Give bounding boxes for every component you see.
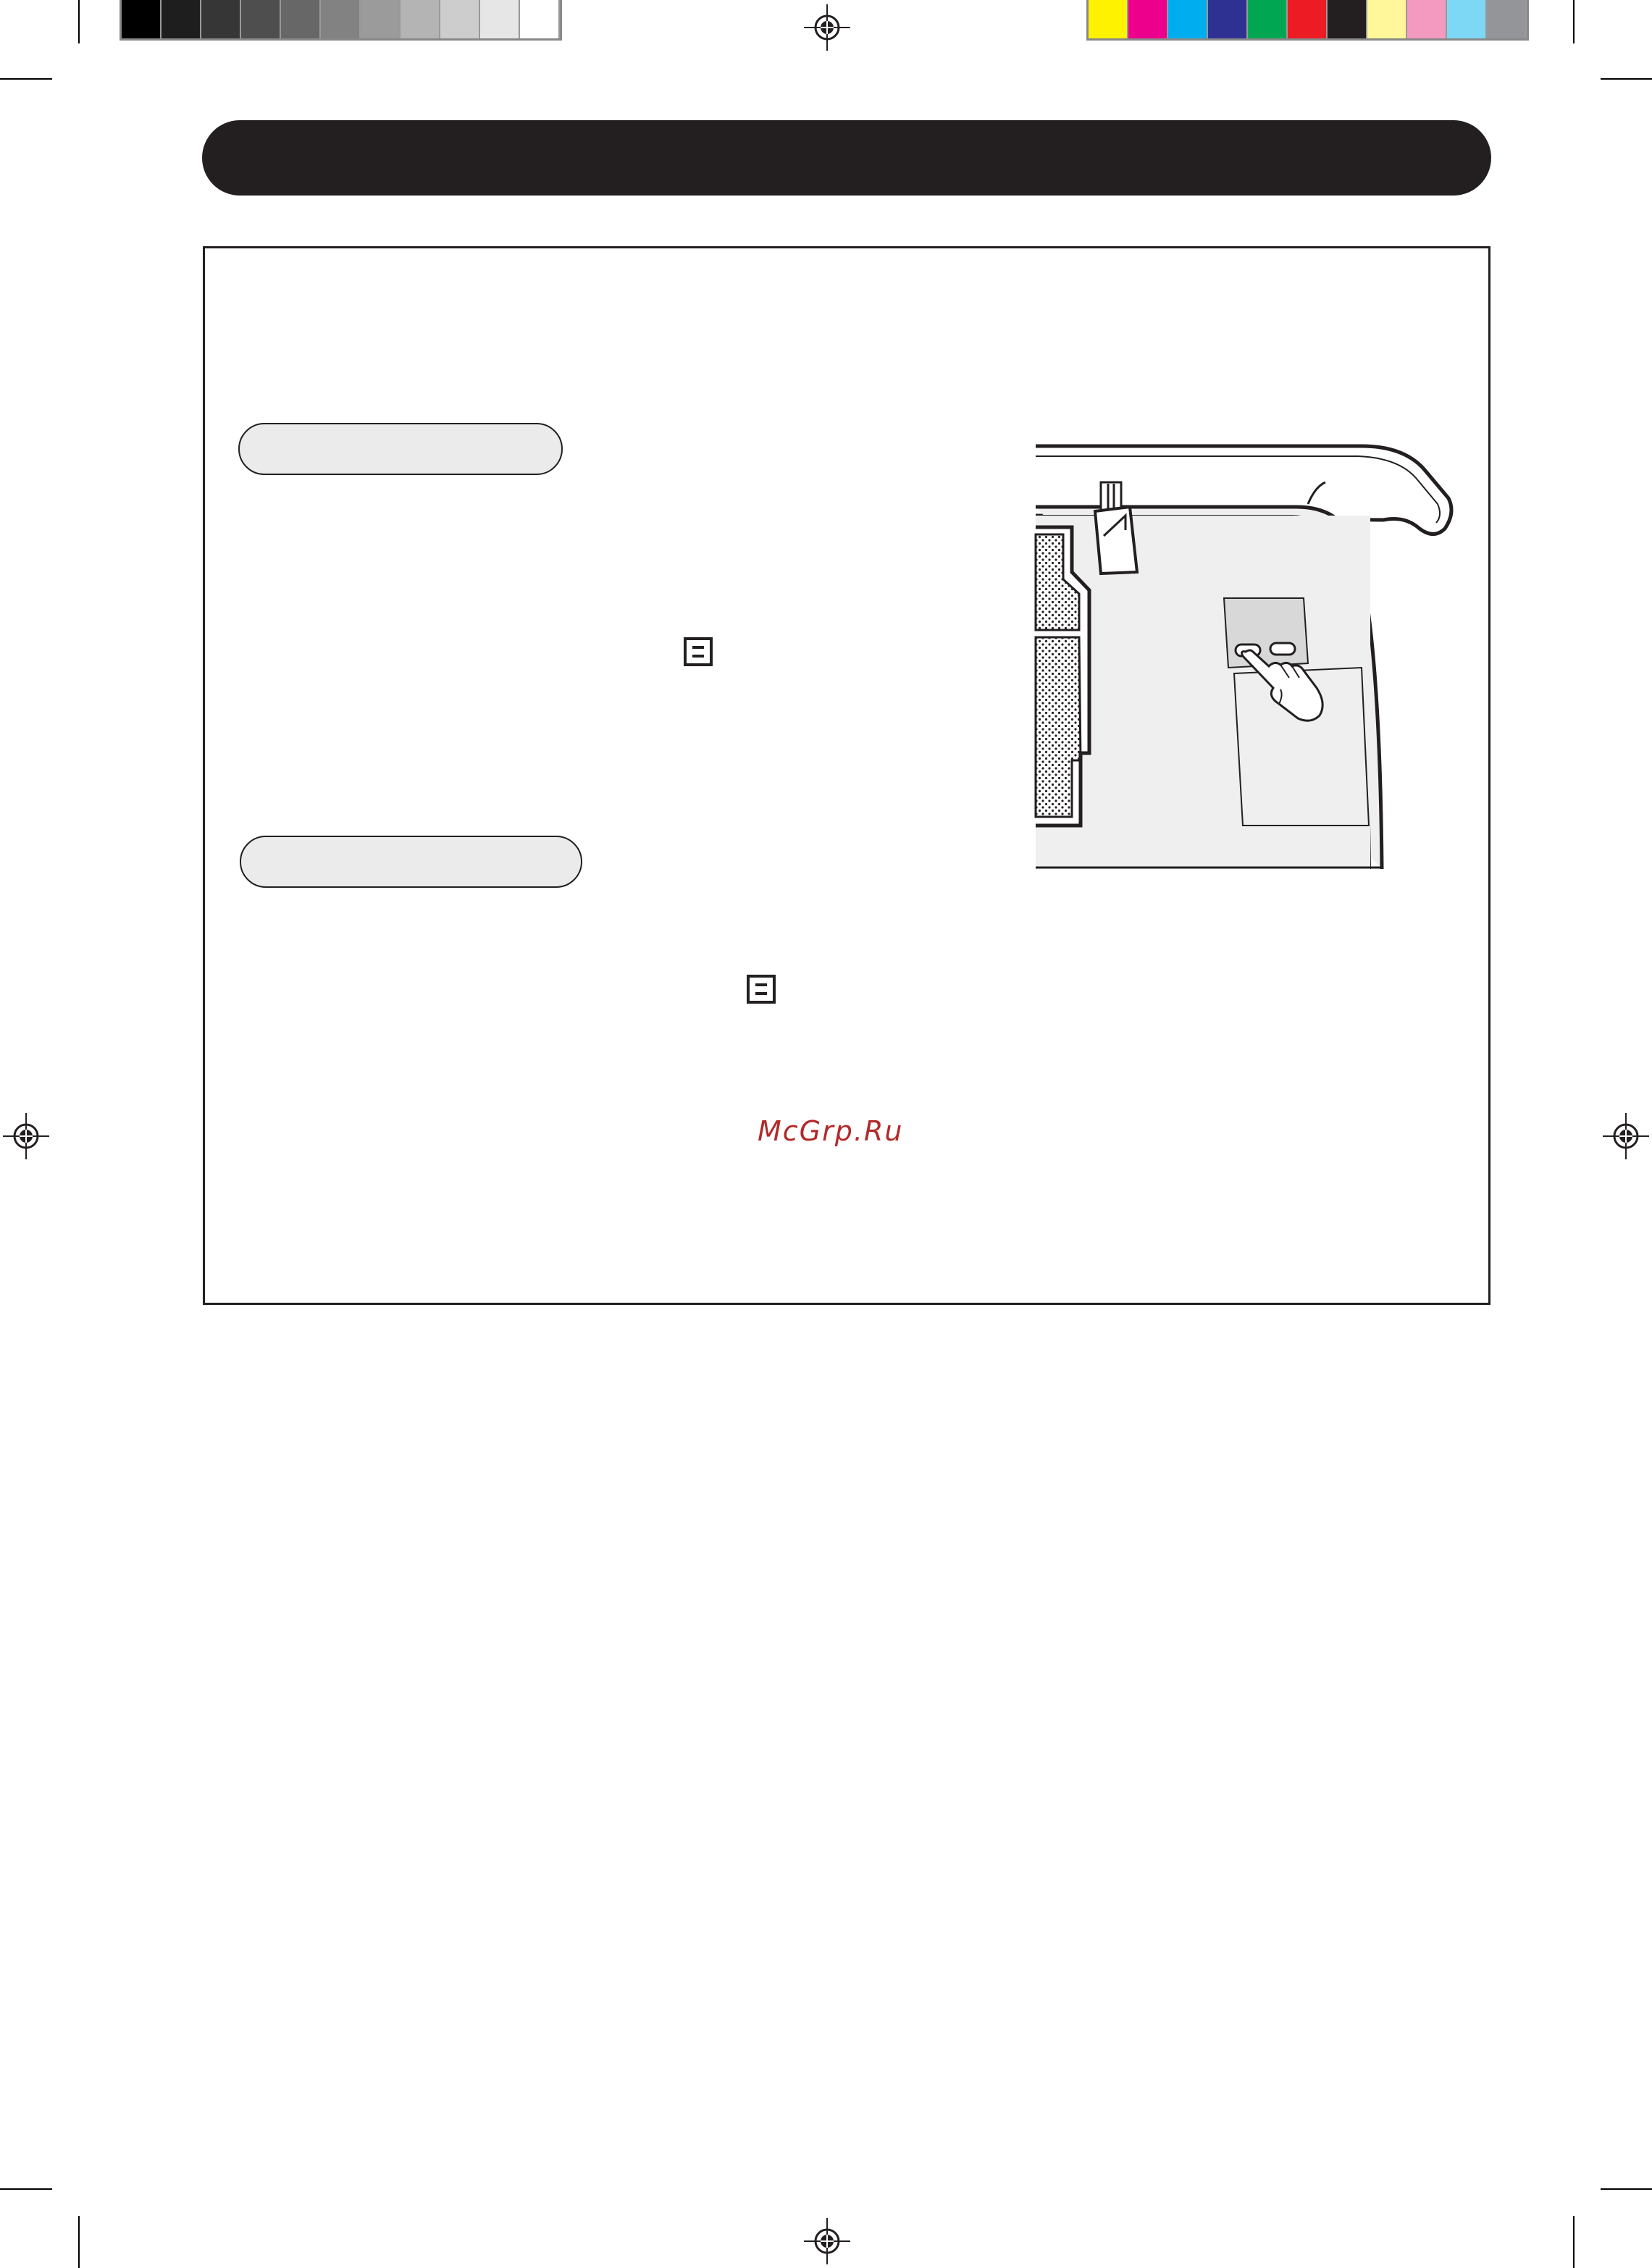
menu-button-icon — [684, 637, 713, 666]
section-heading-pill-1 — [238, 423, 563, 475]
crop-mark — [0, 2188, 52, 2190]
color-swatch — [1288, 0, 1328, 38]
color-swatch — [1407, 0, 1447, 38]
unit-panel-illustration — [1028, 434, 1463, 876]
crop-mark — [1601, 78, 1652, 80]
section-heading-pill-2 — [240, 836, 582, 888]
crop-mark — [1601, 2188, 1652, 2190]
gray-swatch — [480, 0, 520, 38]
crop-mark — [0, 78, 52, 80]
color-swatch — [1487, 0, 1527, 38]
gray-swatch — [162, 0, 201, 38]
crop-mark — [1573, 2216, 1575, 2268]
grayscale-calibration-bar — [120, 0, 562, 41]
color-swatch — [1447, 0, 1487, 38]
color-swatch — [1089, 0, 1128, 38]
color-swatch — [1168, 0, 1208, 38]
gray-swatch — [440, 0, 480, 38]
color-swatch — [1328, 0, 1367, 38]
menu-button-icon — [747, 975, 776, 1004]
color-swatch — [1248, 0, 1288, 38]
color-swatch — [1208, 0, 1248, 38]
gray-swatch — [122, 0, 162, 38]
registration-mark-icon — [804, 4, 850, 51]
registration-mark-icon — [804, 2218, 850, 2264]
crop-mark — [78, 0, 80, 43]
gray-swatch — [361, 0, 401, 38]
page-title-bar — [202, 120, 1491, 196]
color-swatch — [1367, 0, 1407, 38]
gray-swatch — [201, 0, 241, 38]
crop-mark — [78, 2216, 80, 2268]
gray-swatch — [321, 0, 361, 38]
registration-mark-icon — [1603, 1113, 1649, 1159]
gray-swatch — [520, 0, 560, 38]
gray-swatch — [241, 0, 281, 38]
registration-mark-icon — [3, 1113, 49, 1159]
gray-swatch — [401, 0, 440, 38]
color-swatch — [1128, 0, 1168, 38]
gray-swatch — [281, 0, 321, 38]
crop-mark — [1573, 0, 1575, 43]
watermark-text: McGrp.Ru — [758, 1115, 904, 1147]
color-calibration-bar — [1086, 0, 1529, 41]
